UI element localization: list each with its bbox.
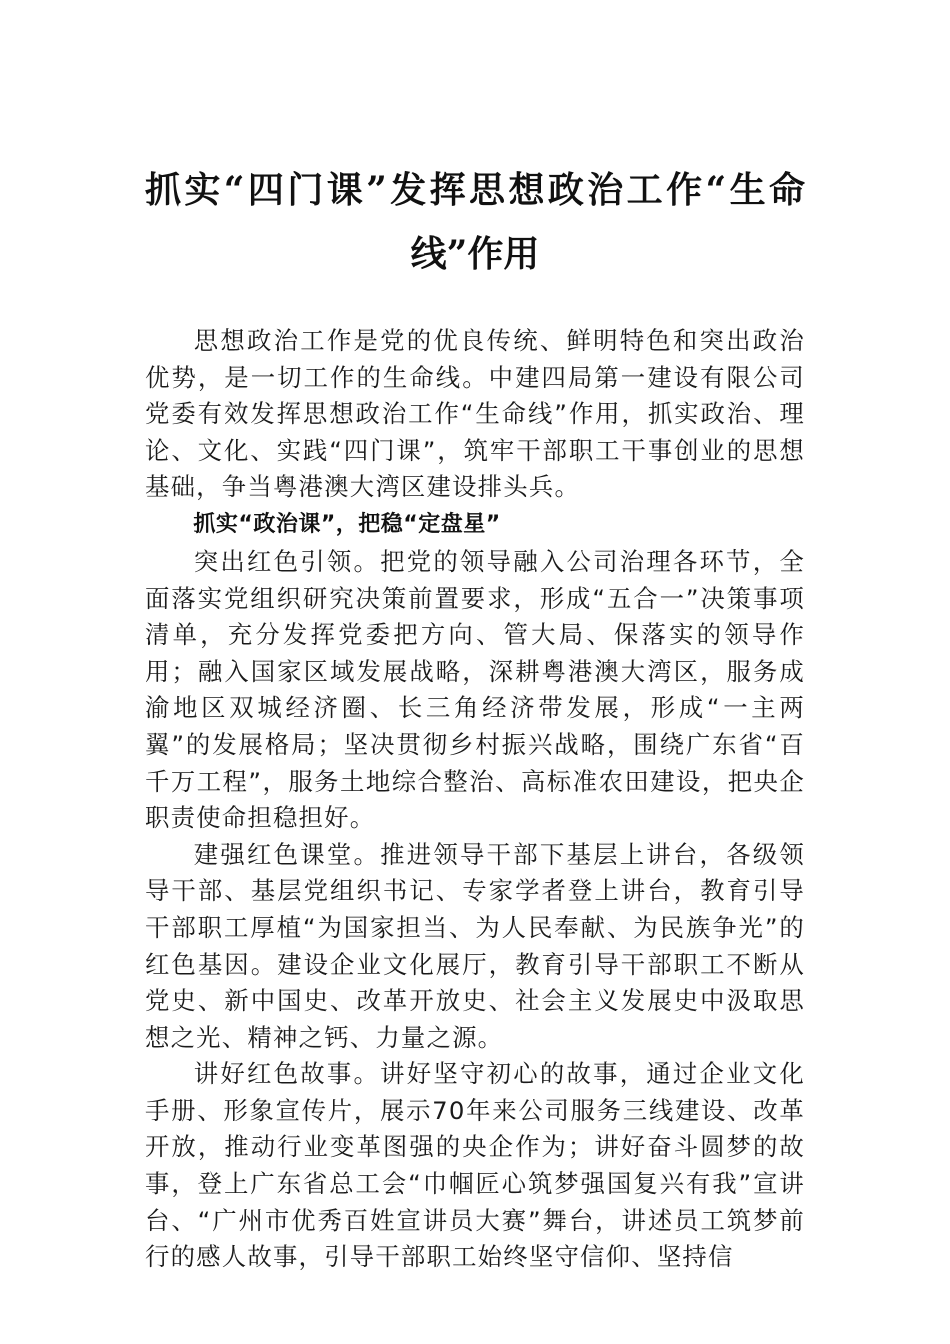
document-body: [145, 323, 805, 1276]
document-title: 抓实“四门课”发挥思想政治工作“生命线”作用: [145, 169, 805, 275]
body-paragraph: 建强红色课堂。推进领导干部下基层上讲台，各级领导干部、基层党组织书记、专家学者登上讲台，教育引导干部职工厚植“为国家担当、为人民奉献、为民族争光”的红色基因。建设企业文化展厅，教育引导干部职工不断从党史、新中国史、改革开放史、社会主义发展史中汲取思想之光、精神之钙、力量之源。: [145, 839, 805, 1052]
body-paragraph: 讲好红色故事。讲好坚守初心的故事，通过企业文化手册、形象宣传片，展示70年来公司服务三线建设、改革开放，推动行业变革图强的央企作为；讲好奋斗圆梦的故事，登上广东省总工会“巾帼匠心筑梦强国复兴有我”宣讲台、“广州市优秀百姓宣讲员大赛”舞台，讲述员工筑梦前行的感人故事，引导干部职工始终坚守信仰、坚持信: [145, 1059, 805, 1272]
section-heading: 抓实“政治课”，把稳“定盘星”: [193, 511, 501, 537]
intro-paragraph: 思想政治工作是党的优良传统、鲜明特色和突出政治优势，是一切工作的生命线。中建四局第一建设有限公司党委有效发挥思想政治工作“生命线”作用，抓实政治、理论、文化、实践“四门课”，筑牢干部职工干事创业的思想基础，争当粤港澳大湾区建设排头兵。: [145, 326, 805, 502]
body-paragraph: 突出红色引领。把党的领导融入公司治理各环节，全面落实党组织研究决策前置要求，形成“五合一”决策事项清单，充分发挥党委把方向、管大局、保落实的领导作用；融入国家区域发展战略，深耕粤港澳大湾区，服务成渝地区双城经济圈、长三角经济带发展，形成“一主两翼”的发展格局；坚决贯彻乡村振兴战略，围绕广东省“百千万工程”，服务土地综合整治、高标准农田建设，把央企职责使命担稳担好。: [145, 546, 805, 833]
